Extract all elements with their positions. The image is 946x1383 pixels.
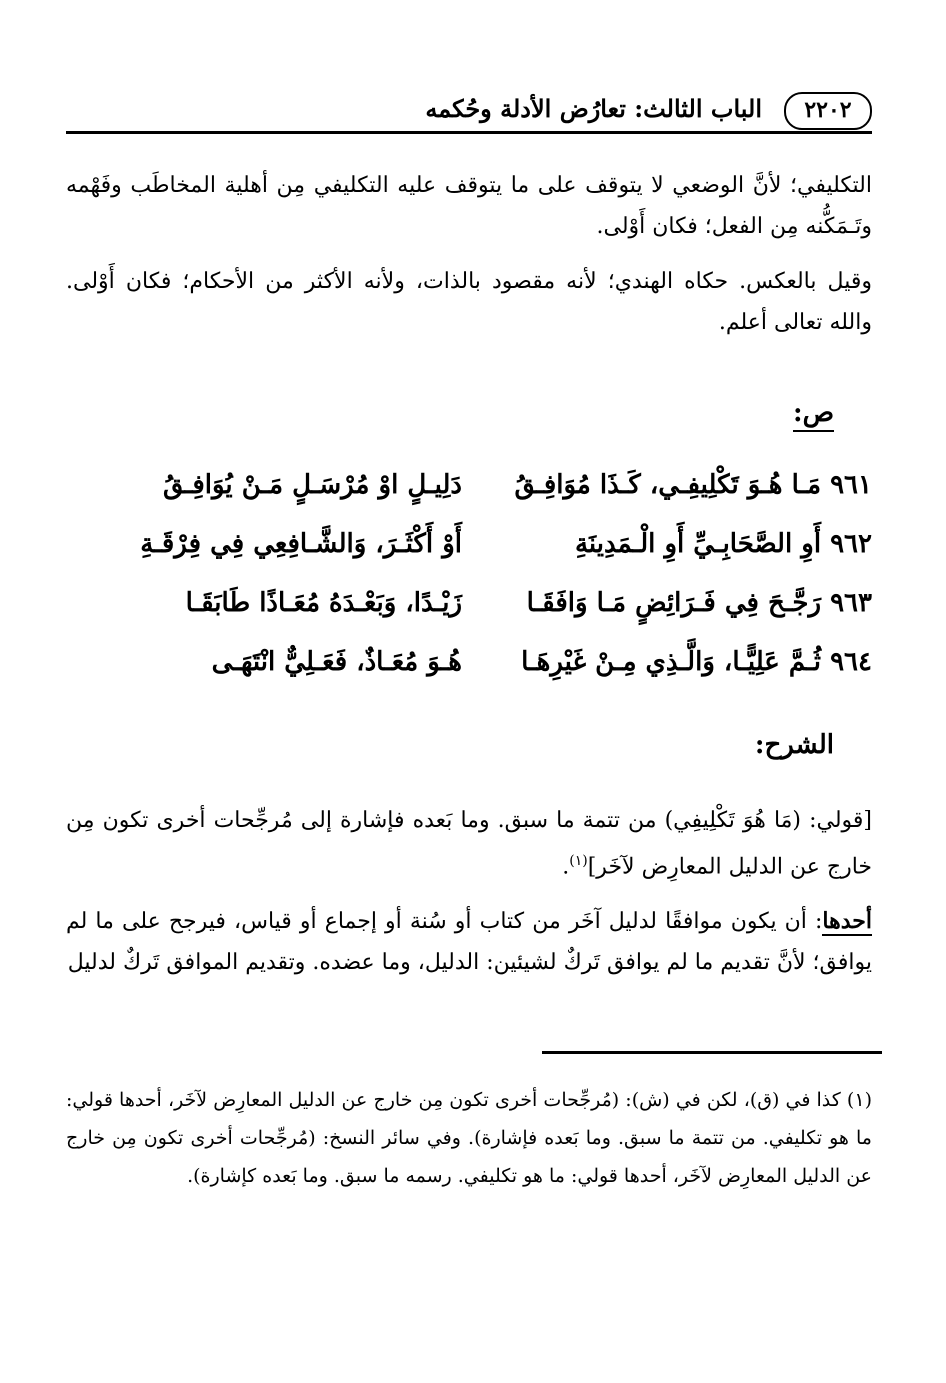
- verse-first-hemistich: ٩٦٣ رَجَّـحَ فِي فَـرَائِضٍ مَـا وَافَقَـا: [526, 588, 872, 618]
- running-title: الباب الثالث: تعارُض الأدلة وحُكمه: [425, 94, 762, 123]
- verse-second-hemistich: أَوْ أَكْثَـرَ، وَالشَّـافِعِي فِي فِرْقَـةِ: [140, 529, 462, 559]
- commentary-text: [66, 800, 872, 997]
- commentary-p1-end: .: [562, 854, 570, 880]
- header-rule: [66, 131, 872, 134]
- verse-963: [66, 588, 872, 647]
- commentary-p2-text: : أن يكون موافقًا لدليل آخَر من كتاب أو سُنة أو إجماع أو قياس، فيرجح على ما لم يوافق؛ لأنَّ تقديم ما لم يوافق تَركٌ لشيئين: الدليل، وما عضده. وتقديم الموافق تَركٌ لدليل: [66, 909, 872, 976]
- verse-second-hemistich: زَيْـدًا، وَبَعْـدَهُ مُعَـاذًا طَابَقَـا: [185, 588, 462, 618]
- commentary-heading: الشرح:: [754, 730, 834, 760]
- text-heading: ص:: [793, 398, 834, 432]
- commentary-paragraph-1: [66, 800, 872, 887]
- intro-text: [66, 165, 872, 357]
- page-number-badge: ٢٢٠٢: [784, 92, 872, 130]
- footnote: (١) كذا في (ق)، لكن في (ش): (مُرجِّحات أخرى تكون مِن خارج عن الدليل المعارِض لآخَر، أحدها قولي: ما هو تكليفي. من تتمة ما سبق. وما بَعده فإشارة). وفي سائر النسخ: (مُرجِّحات أخرى تكون مِن خارج عن الدليل المعارِض لآخَر، أحدها قولي: ما هو تكليفي. رسمه ما سبق. وما بَعده كإشارة).: [66, 1089, 872, 1187]
- footnote-separator: [542, 1051, 882, 1054]
- verse-first-hemistich: ٩٦٢ أَوِ الصَّحَابِـيِّ أَوِ الْـمَدِينَةِ: [574, 529, 872, 559]
- verse-second-hemistich: دَلِيـلٍ اوْ مُرْسَـلٍ مَـنْ يُوَافِـقُ: [163, 470, 462, 500]
- page-header: [66, 88, 872, 136]
- first-reason-label: أحدها: [822, 908, 872, 935]
- verse-962: [66, 529, 872, 588]
- commentary-paragraph-2: [66, 901, 872, 983]
- verse-961: [66, 470, 872, 529]
- verse-first-hemistich: ٩٦٤ ثُـمَّ عَلِيًّـا، وَالَّـذِي مِـنْ غَيْرِهَـا: [521, 647, 872, 677]
- verse-block: [66, 470, 872, 706]
- footnote-reference: (١): [569, 853, 588, 869]
- verse-964: [66, 647, 872, 706]
- verse-second-hemistich: هُـوَ مُعَـاذٌ، فَعَـلِيٌّ انْتَهَـى: [211, 647, 462, 677]
- intro-paragraph-2: وقيل بالعكس. حكاه الهندي؛ لأنه مقصود بالذات، ولأنه الأكثر من الأحكام؛ فكان أَوْلى. والله تعالى أعلم.: [66, 269, 872, 335]
- intro-paragraph-1: التكليفي؛ لأنَّ الوضعي لا يتوقف على ما يتوقف عليه التكليفي مِن أهلية المخاطَب وفَهْمه وتَـمَكُّنه مِن الفعل؛ فكان أَوْلى.: [66, 173, 872, 239]
- verse-first-hemistich: ٩٦١ مَـا هُـوَ تَكْلِيفِـي، كَـذَا مُوَافِـقُ: [514, 470, 872, 500]
- commentary-p1-text: [قولي: (مَا هُوَ تَكْلِيفِي) من تتمة ما سبق. وما بَعده فإشارة إلى مُرجِّحات أخرى تكون مِن خارج عن الدليل المعارِض لآخَر]: [66, 808, 872, 880]
